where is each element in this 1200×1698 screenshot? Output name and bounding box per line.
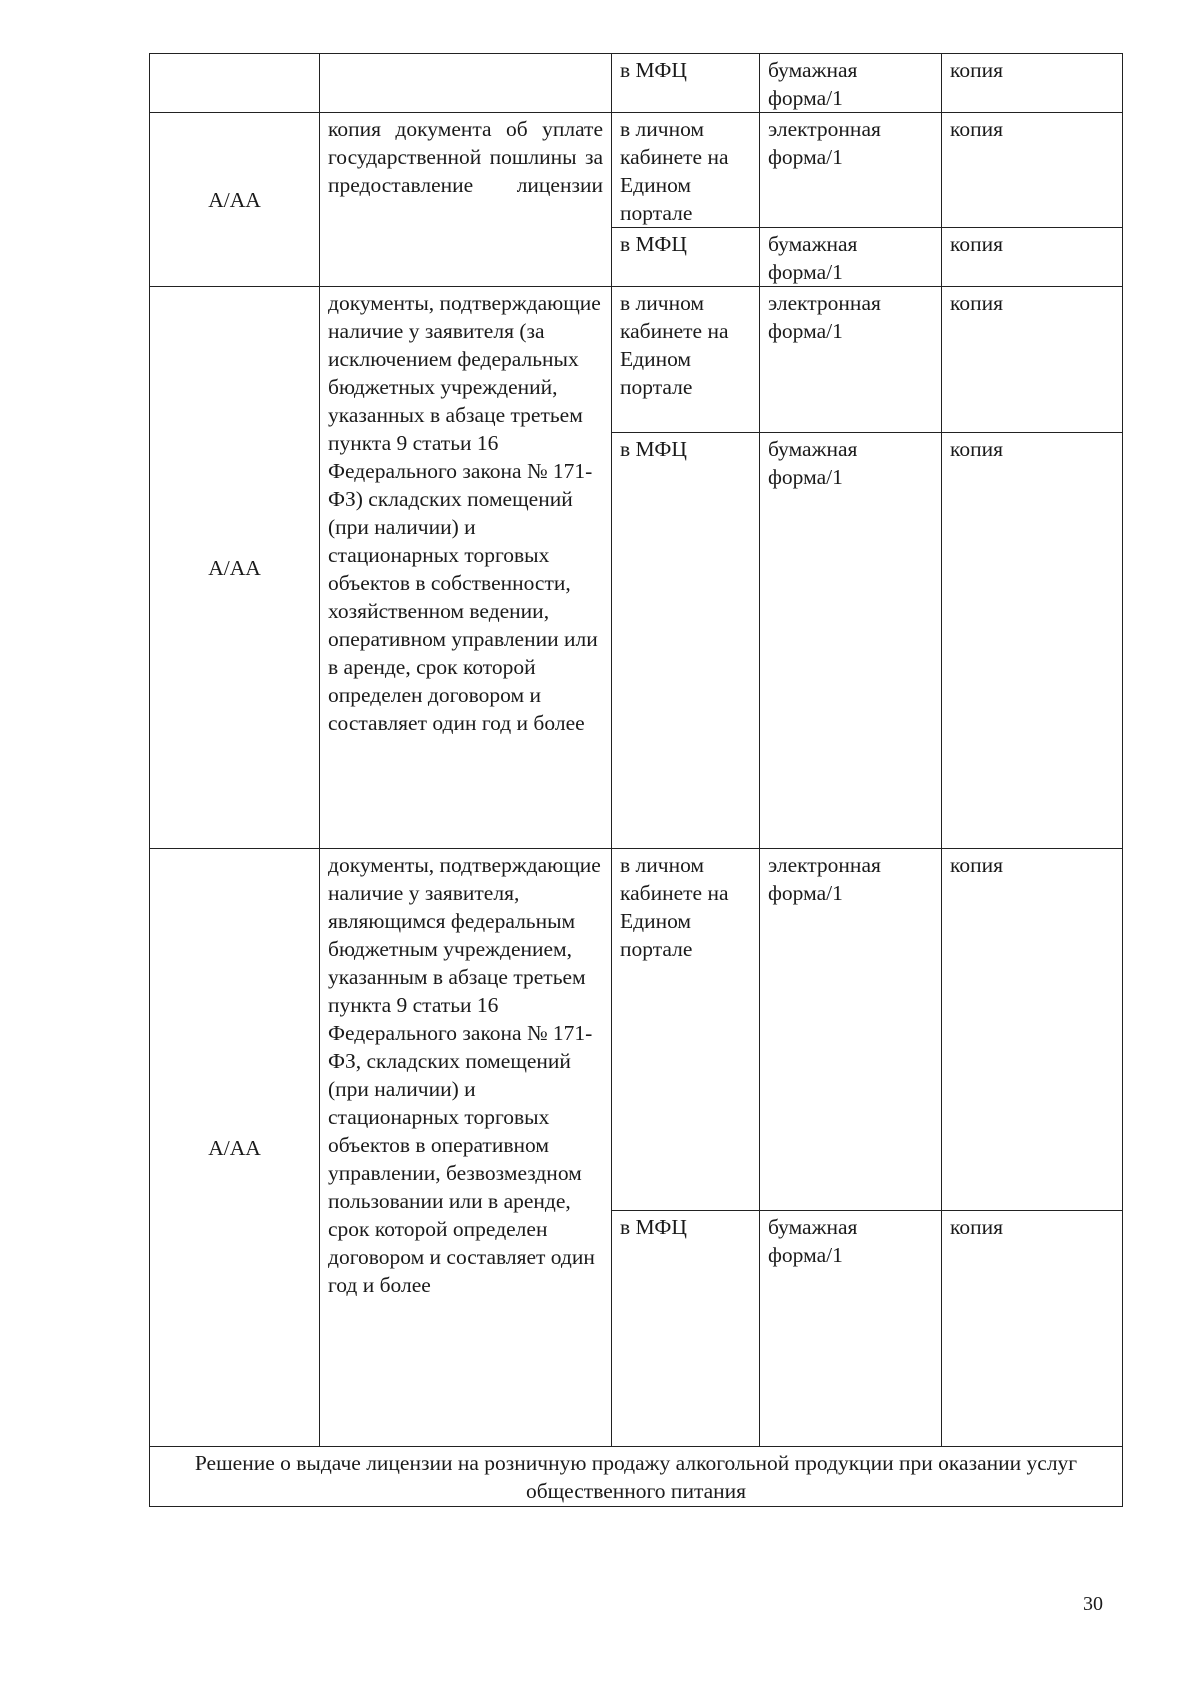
code-cell: [150, 54, 320, 113]
type-cell: копия: [942, 113, 1123, 228]
page-number: 30: [1083, 1593, 1103, 1615]
place-cell: в МФЦ: [612, 54, 760, 113]
table-row: [150, 849, 1123, 1211]
document-cell: документы, подтверждающие наличие у заявителя, являющимся федеральным бюджетным учреждением, указанным в абзаце третьем пункта 9 статьи 16 Федерального закона № 171-ФЗ, складских помещений (при наличии) и стационарных торговых объектов в оперативном управлении, безвозмездном пользовании или в аренде, срок которой определен договором и составляет один год и более: [320, 849, 612, 1447]
document-cell: [320, 54, 612, 113]
table-row: [150, 54, 1123, 113]
form-cell: бумажная форма/1: [760, 54, 942, 113]
place-cell: в личном кабинете на Едином портале: [612, 849, 760, 1211]
form-cell: бумажная форма/1: [760, 228, 942, 287]
form-cell: бумажная форма/1: [760, 433, 942, 849]
type-cell: копия: [942, 1211, 1123, 1447]
type-cell: копия: [942, 849, 1123, 1211]
place-cell: в МФЦ: [612, 1211, 760, 1447]
place-cell: в МФЦ: [612, 433, 760, 849]
document-cell: копия документа об уплате государственной пошлины за предоставление лицензии: [320, 113, 612, 287]
code-cell: А/АА: [150, 113, 320, 287]
place-cell: в МФЦ: [612, 228, 760, 287]
form-cell: бумажная форма/1: [760, 1211, 942, 1447]
section-heading: Решение о выдаче лицензии на розничную продажу алкогольной продукции при оказании услуг общественного питания: [150, 1447, 1123, 1507]
document-cell: документы, подтверждающие наличие у заявителя (за исключением федеральных бюджетных учреждений, указанных в абзаце третьем пункта 9 статьи 16 Федерального закона № 171-ФЗ) складских помещений (при наличии) и стационарных торговых объектов в собственности, хозяйственном ведении, оперативном управлении или в аренде, срок которой определен договором и составляет один год и более: [320, 287, 612, 849]
documents-table: [149, 53, 1123, 1507]
form-cell: электронная форма/1: [760, 849, 942, 1211]
form-cell: электронная форма/1: [760, 287, 942, 433]
section-heading-row: [150, 1447, 1123, 1507]
table-row: [150, 113, 1123, 228]
form-cell: электронная форма/1: [760, 113, 942, 228]
table-row: [150, 287, 1123, 433]
code-cell: А/АА: [150, 849, 320, 1447]
type-cell: копия: [942, 433, 1123, 849]
type-cell: копия: [942, 54, 1123, 113]
type-cell: копия: [942, 287, 1123, 433]
type-cell: копия: [942, 228, 1123, 287]
place-cell: в личном кабинете на Едином портале: [612, 287, 760, 433]
code-cell: А/АА: [150, 287, 320, 849]
place-cell: в личном кабинете на Едином портале: [612, 113, 760, 228]
